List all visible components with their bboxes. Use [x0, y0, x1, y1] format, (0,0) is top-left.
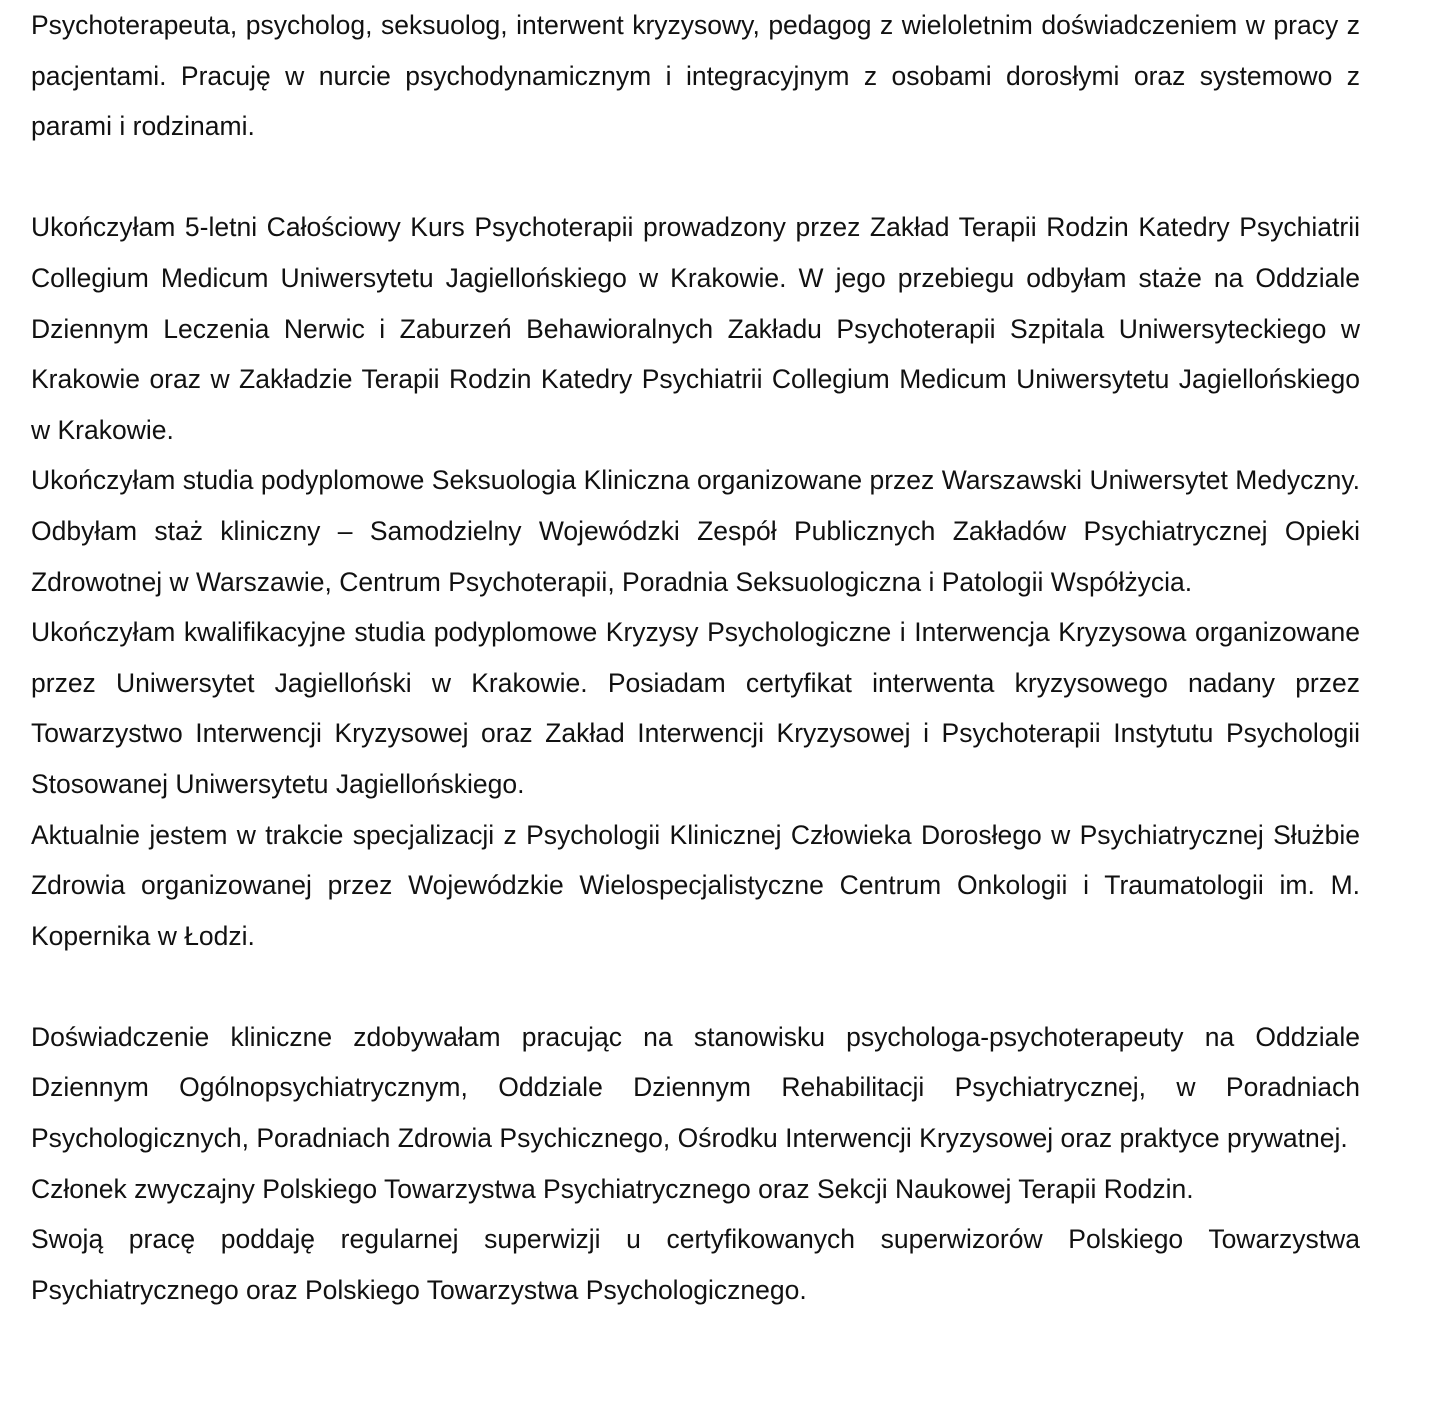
paragraph-membership: Członek zwyczajny Polskiego Towarzystwa Psychiatrycznego oraz Sekcji Naukowej Terapii Rodzin.: [31, 1173, 1194, 1204]
paragraph-supervision: Swoją pracę poddaję regularnej superwizji u certyfikowanych superwizorów Polskiego Towarzystwa Psychiatrycznego oraz Polskiego Towarzystwa Psychologicznego.: [31, 1224, 1360, 1305]
paragraph-clinical-specialization: Aktualnie jestem w trakcie specjalizacji z Psychologii Klinicznej Człowieka Dorosłego w Psychiatrycznej Służbie Zdrowia organizowanej przez Wojewódzkie Wielospecjalistyczne Centrum Onkologii i Traumatologii im. M. Kopernika w Łodzi.: [31, 819, 1360, 951]
paragraph-spacer: [31, 152, 1360, 203]
paragraph-sexology-studies: Ukończyłam studia podyplomowe Seksuologia Kliniczna organizowane przez Warszawski Uniwersytet Medyczny. Odbyłam staż kliniczny – Samodzielny Wojewódzki Zespół Publicznych Zakładów Psychiatrycznej Opieki Zdrowotnej w Warszawie, Centrum Psychoterapii, Poradnia Seksuologiczna i Patologii Współżycia.: [31, 465, 1360, 597]
paragraph-clinical-experience: Doświadczenie kliniczne zdobywałam pracując na stanowisku psychologa-psychoterapeuty na Oddziale Dziennym Ogólnopsychiatrycznym, Oddziale Dziennym Rehabilitacji Psychiatrycznej, w Poradniach Psychologicznych, Poradniach Zdrowia Psychicznego, Ośrodku Interwencji Kryzysowej oraz praktyce prywatnej.: [31, 1021, 1360, 1154]
paragraph-spacer: [31, 961, 1360, 1012]
paragraph-crisis-intervention-studies: Ukończyłam kwalifikacyjne studia podyplomowe Kryzysy Psychologiczne i Interwencja Kryzysowa organizowane przez Uniwersytet Jagielloński w Krakowie. Posiadam certyfikat interwenta kryzysowego nadany przez Towarzystwo Interwencji Kryzysowej oraz Zakład Interwencji Kryzysowej i Psychoterapii Instytutu Psychologii Stosowanej Uniwersytetu Jagiellońskiego.: [31, 617, 1360, 799]
paragraph-intro: Psychoterapeuta, psycholog, seksuolog, interwent kryzysowy, pedagog z wieloletnim doświadczeniem w pracy z pacjentami. Pracuję w nurcie psychodynamicznym i integracyjnym z osobami dorosłymi oraz systemowo z parami i rodzinami.: [31, 10, 1360, 142]
document-body: [31, 0, 1360, 1315]
paragraph-psychotherapy-course: Ukończyłam 5-letni Całościowy Kurs Psychoterapii prowadzony przez Zakład Terapii Rodzin Katedry Psychiatrii Collegium Medicum Uniwersytetu Jagiellońskiego w Krakowie. W jego przebiegu odbyłam staże na Oddziale Dziennym Leczenia Nerwic i Zaburzeń Behawioralnych Zakładu Psychoterapii Szpitala Uniwersyteckiego w Krakowie oraz w Zakładzie Terapii Rodzin Katedry Psychiatrii Collegium Medicum Uniwersytetu Jagiellońskiego w Krakowie.: [31, 212, 1360, 445]
